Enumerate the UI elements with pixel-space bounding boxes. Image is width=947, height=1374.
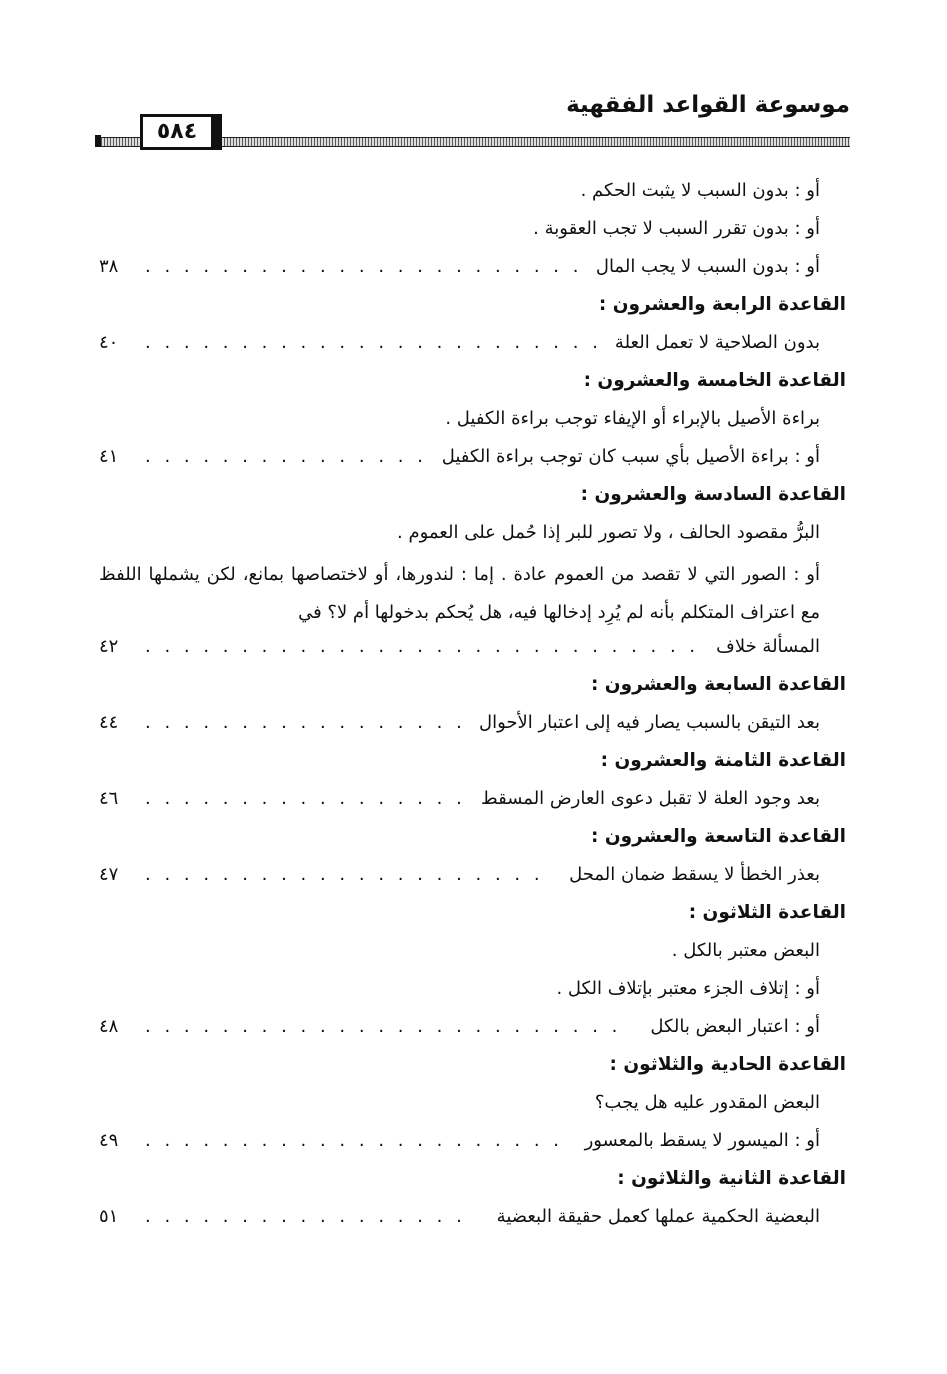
entry-text: البعض المقدور عليه هل يجب؟ (594, 1092, 820, 1113)
dot-leader: . . . . . . . . . . . . . . . . . (145, 788, 466, 809)
entry-page-number: ٤١ (99, 446, 119, 467)
toc-heading (95, 898, 850, 936)
toc-heading (95, 746, 850, 784)
dot-leader: . . . . . . . . . . . . . . . . . (145, 712, 466, 733)
rule-heading-text: القاعدة التاسعة والعشرون : (590, 826, 846, 847)
toc-heading (95, 480, 850, 518)
toc-heading (95, 670, 850, 708)
dot-leader: . . . . . . . . . . . . . . . . . . . . . . . (145, 256, 583, 277)
toc-entry (95, 1012, 850, 1050)
entry-page-number: ٤٩ (99, 1130, 119, 1151)
page-number: ٥٨٤ (140, 114, 214, 150)
entry-page-number: ٥١ (99, 1206, 119, 1227)
dot-leader: . . . . . . . . . . . . . . . . . . . . . . . . . . . . . (145, 636, 700, 657)
dot-leader: . . . . . . . . . . . . . . . . . . . . . . (145, 1130, 564, 1151)
entry-text: أو : اعتبار البعض بالكل (650, 1016, 820, 1037)
dot-leader: . . . . . . . . . . . . . . . . . (145, 1206, 466, 1227)
entry-text: بعد التيقن بالسبب يصار فيه إلى اعتبار الأحوال (478, 712, 820, 733)
entry-page-number: ٤٠ (99, 332, 119, 353)
entry-text: أو : بدون السبب لا يجب المال (595, 256, 820, 277)
rule-heading-text: القاعدة الثانية والثلاثون : (617, 1168, 846, 1189)
rule-heading-text: القاعدة الثلاثون : (688, 902, 846, 923)
entry-text: بدون الصلاحية لا تعمل العلة (614, 332, 820, 353)
rule-heading-text: القاعدة الحادية والثلاثون : (609, 1054, 846, 1075)
toc-entry (95, 1088, 850, 1126)
entry-text: أو : الميسور لا يسقط بالمعسور (584, 1130, 820, 1151)
toc-entry (95, 860, 850, 898)
entry-text: المسألة خلاف (716, 636, 820, 657)
entry-text: البرُّ مقصود الحالف ، ولا تصور للبر إذا حُمل على العموم . (397, 522, 820, 543)
toc-entry (95, 518, 850, 556)
toc-heading (95, 822, 850, 860)
entry-text: بعد وجود العلة لا تقبل دعوى العارض المسقط (481, 788, 820, 809)
entry-page-number: ٤٨ (99, 1016, 119, 1037)
toc-heading (95, 290, 850, 328)
rule-heading-text: القاعدة السادسة والعشرون : (580, 484, 846, 505)
entry-text: أو : إتلاف الجزء معتبر بإتلاف الكل . (556, 978, 820, 999)
dot-leader: . . . . . . . . . . . . . . . (145, 446, 427, 467)
header-rule-end (95, 135, 101, 147)
toc-entry (95, 442, 850, 480)
toc-entry (95, 708, 850, 746)
toc-paragraph: أو : الصور التي لا تقصد من العموم عادة . إما : لندورها، أو لاختصاصها بمانع، لكن يشملها اللفظ مع اعتراف المتكلم بأنه لم يُرِد إدخالها فيه، هل يُحكم بدخولها أم لا؟ في (99, 564, 820, 623)
page-header (95, 92, 850, 152)
toc-entry (95, 974, 850, 1012)
toc-entry (95, 784, 850, 822)
rule-heading-text: القاعدة الرابعة والعشرون : (598, 294, 846, 315)
toc-entry (95, 632, 850, 670)
dot-leader: . . . . . . . . . . . . . . . . . . . . . (145, 864, 544, 885)
book-title: موسوعة القواعد الفقهية (566, 92, 850, 118)
entry-text: البعض معتبر بالكل . (671, 940, 820, 961)
toc-heading (95, 1164, 850, 1202)
entry-page-number: ٤٧ (99, 864, 119, 885)
toc-entry (95, 404, 850, 442)
table-of-contents (95, 176, 850, 1240)
entry-page-number: ٣٨ (99, 256, 119, 277)
toc-entry (95, 936, 850, 974)
entry-text: أو : بدون السبب لا يثبت الحكم . (580, 180, 820, 201)
dot-leader: . . . . . . . . . . . . . . . . . . . . . . . . . (145, 1016, 622, 1037)
toc-entry (95, 1202, 850, 1240)
toc-heading (95, 1050, 850, 1088)
rule-heading-text: القاعدة الثامنة والعشرون : (600, 750, 846, 771)
rule-heading-text: القاعدة الخامسة والعشرون : (583, 370, 846, 391)
toc-entry (95, 1126, 850, 1164)
toc-entry (95, 176, 850, 214)
entry-text: براءة الأصيل بالإبراء أو الإيفاء توجب براءة الكفيل . (445, 408, 820, 429)
dot-leader: . . . . . . . . . . . . . . . . . . . . . . . . (145, 332, 602, 353)
toc-heading (95, 366, 850, 404)
toc-entry (95, 252, 850, 290)
entry-text: أو : بدون تقرر السبب لا تجب العقوبة . (533, 218, 820, 239)
entry-text: بعذر الخطأ لا يسقط ضمان المحل (569, 864, 820, 885)
entry-page-number: ٤٦ (99, 788, 119, 809)
entry-page-number: ٤٤ (99, 712, 119, 733)
toc-entry (95, 328, 850, 366)
rule-heading-text: القاعدة السابعة والعشرون : (590, 674, 846, 695)
entry-page-number: ٤٢ (99, 636, 119, 657)
entry-text: أو : براءة الأصيل بأي سبب كان توجب براءة الكفيل (441, 446, 820, 467)
toc-entry (95, 214, 850, 252)
entry-text: البعضية الحكمية عملها كعمل حقيقة البعضية (496, 1206, 820, 1227)
